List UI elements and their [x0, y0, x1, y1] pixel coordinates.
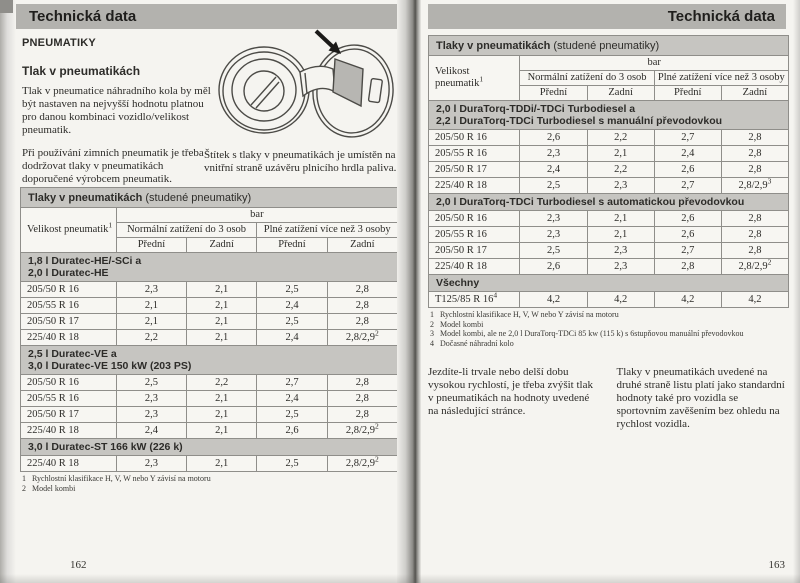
- pressure-value-cell: 2,5: [257, 282, 327, 298]
- pressure-value-cell: 2,8: [327, 314, 397, 330]
- tire-size-row: [429, 243, 789, 259]
- pressure-value-cell: 2,3: [116, 391, 186, 407]
- pressure-value-cell: 2,7: [257, 375, 327, 391]
- pressure-value-cell: 2,1: [587, 227, 654, 243]
- tire-size-cell: 205/50 R 16: [21, 282, 117, 298]
- pressure-value-cell: 2,8: [721, 130, 788, 146]
- table-footnotes: [20, 474, 398, 493]
- pressure-value-cell: 2,1: [187, 282, 257, 298]
- section-title: PNEUMATIKY: [22, 37, 96, 49]
- tire-size-row: [21, 456, 398, 472]
- tire-size-cell: 205/50 R 17: [429, 243, 520, 259]
- pressure-value-cell: 4,2: [520, 292, 587, 308]
- pressure-value-cell: 2,6: [257, 423, 327, 439]
- pressure-value-cell: 2,2: [116, 330, 186, 346]
- tire-size-row: [21, 391, 398, 407]
- engine-group-title: 3,0 l Duratec-ST 166 kW (226 k): [21, 439, 398, 456]
- pressure-value-cell: 2,5: [257, 456, 327, 472]
- table-footnotes: [428, 310, 789, 348]
- pressure-value-cell: 2,8: [327, 282, 397, 298]
- page-header-bar: [428, 4, 786, 29]
- tire-size-cell: 225/40 R 18: [429, 178, 520, 194]
- footnote-number: 1: [430, 310, 434, 319]
- pressure-value-cell: 2,8: [721, 227, 788, 243]
- tire-size-row: [21, 282, 398, 298]
- table-header-row: [21, 208, 398, 223]
- page-edge-shadow: [793, 0, 800, 583]
- pressure-value-cell: 2,1: [187, 456, 257, 472]
- column-header-axle: Přední: [116, 238, 186, 253]
- page-header-title: Technická data: [667, 8, 775, 25]
- column-header-unit: bar: [116, 208, 397, 223]
- scan-corner-mark: [0, 0, 13, 13]
- pressure-value-cell: 2,1: [116, 298, 186, 314]
- tire-size-row: [429, 162, 789, 178]
- pressure-value-cell: 2,3: [587, 178, 654, 194]
- pressure-value-cell: 2,8: [721, 162, 788, 178]
- tire-pressure-table-petrol: [20, 187, 398, 472]
- pressure-value-cell: 4,2: [587, 292, 654, 308]
- page-edge-shadow: [0, 0, 16, 583]
- tire-pressure-table-diesel: [428, 35, 789, 308]
- pressure-value-cell: 4,2: [721, 292, 788, 308]
- engine-group-title: 2,0 l DuraTorq-TDCi Turbodiesel s automatickou převodovkou: [429, 194, 789, 211]
- tire-size-row: [21, 298, 398, 314]
- column-header-load: Normální zatížení do 3 osob: [116, 223, 257, 238]
- pressure-value-cell: 2,4: [520, 162, 587, 178]
- column-header-load: Plné zatížení více než 3 osoby: [654, 71, 788, 86]
- table-caption: Tlaky v pneumatikách (studené pneumatiky): [429, 36, 789, 56]
- pressure-value-cell: 2,8: [721, 211, 788, 227]
- fuel-filler-cap-illustration: [212, 28, 396, 144]
- pressure-value-cell: 2,5: [520, 178, 587, 194]
- pressure-value-cell: 2,3: [587, 259, 654, 275]
- tire-size-cell: 225/40 R 18: [21, 330, 117, 346]
- tire-size-row: [21, 314, 398, 330]
- column-header-load: Plné zatížení více než 3 osoby: [257, 223, 398, 238]
- pressure-value-cell: 2,1: [587, 146, 654, 162]
- footnote-text: Model kombi, ale ne 2,0 l DuraTorq-TDCi 85 kw (115 k) s 6stupňovou manuální převodovkou: [440, 329, 744, 338]
- pressure-value-cell: 2,7: [654, 243, 721, 259]
- footnote: [20, 474, 398, 484]
- tire-size-row: [429, 227, 789, 243]
- pressure-value-cell: 2,2: [587, 130, 654, 146]
- pressure-value-cell: 2,2: [587, 162, 654, 178]
- footnote-text: Model kombi: [32, 483, 76, 493]
- engine-group-row: [429, 194, 789, 211]
- page-edge-shadow: [0, 574, 800, 583]
- tire-size-row: [21, 375, 398, 391]
- footnote-number: 4: [430, 338, 434, 348]
- tire-size-cell: 205/50 R 16: [21, 375, 117, 391]
- pressure-value-cell: 2,4: [257, 298, 327, 314]
- pressure-value-cell: 2,1: [587, 211, 654, 227]
- tire-size-row: [429, 259, 789, 275]
- body-paragraph: Tlak v pneumatice náhradního kola by měl být nastaven na nejvyšší hodnotu platnou pro danou kombinaci vozidlo/velikost pneumatik.: [22, 85, 211, 136]
- tire-size-row: [429, 146, 789, 162]
- pressure-value-cell: 2,5: [520, 243, 587, 259]
- column-header-axle: Přední: [654, 86, 721, 101]
- footnote-number: 2: [430, 319, 434, 329]
- tire-size-cell: T125/85 R $16^4$: [429, 292, 520, 308]
- pressure-value-cell: 2,1: [187, 407, 257, 423]
- left-text-column: [22, 37, 212, 196]
- footnote: [20, 484, 398, 494]
- filler-cap-icon: [219, 47, 309, 133]
- tire-size-row: [21, 407, 398, 423]
- left-table-block: [20, 187, 398, 493]
- column-header-axle: Přední: [520, 86, 587, 101]
- table-caption-row: [429, 36, 789, 56]
- pressure-value-cell: 2,3: [520, 146, 587, 162]
- pressure-value-cell: 2,8: [327, 375, 397, 391]
- column-header-size: Velikost pneumatik$^1$: [429, 56, 520, 101]
- pressure-value-cell: 2,8: [327, 407, 397, 423]
- footnote-number: 1: [22, 474, 26, 483]
- pressure-value-cell: 2,1: [187, 423, 257, 439]
- pressure-value-cell: 2,3: [116, 407, 186, 423]
- pressure-value-cell: 2,6: [654, 227, 721, 243]
- tire-size-cell: 205/50 R 16: [429, 211, 520, 227]
- tire-size-cell: 205/50 R 16: [429, 130, 520, 146]
- subsection-title: Tlak v pneumatikách: [22, 64, 141, 78]
- tire-size-row: [429, 211, 789, 227]
- pressure-value-cell: 2,7: [654, 178, 721, 194]
- figure-caption: Štítek s tlaky v pneumatikách je umístěn na vnitřní straně uzávěru plnicího hrdla paliva.: [204, 149, 397, 174]
- engine-group-title: 1,8 l Duratec-HE/-SCi a 2,0 l Duratec-HE: [21, 253, 398, 282]
- pressure-value-cell: 2,6: [654, 211, 721, 227]
- footnote-number: 3: [430, 329, 434, 338]
- table-caption: Tlaky v pneumatikách (studené pneumatiky): [21, 188, 398, 208]
- tire-size-row: [429, 130, 789, 146]
- column-header-axle: Zadní: [721, 86, 788, 101]
- pressure-value-cell: 2,3: [520, 227, 587, 243]
- page-number: 162: [70, 559, 87, 571]
- pressure-value-cell: 2,8: [654, 259, 721, 275]
- body-paragraph: Jezdíte-li trvale nebo delší dobu vysokou rychlostí, je třeba zvýšit tlak v pneumatikách na hodnoty uvedené na následující stránce.: [428, 366, 593, 417]
- arrow-icon: [316, 31, 341, 54]
- pressure-value-cell: 2,8: [327, 298, 397, 314]
- pressure-value-cell: 2,6: [520, 259, 587, 275]
- pressure-value-cell: 2,4: [116, 423, 186, 439]
- pressure-value-cell: 2,8: [327, 391, 397, 407]
- column-header-axle: Přední: [257, 238, 327, 253]
- book-spine-shadow: [397, 0, 421, 583]
- tire-size-cell: 205/55 R 16: [21, 298, 117, 314]
- pressure-value-cell: 2,1: [187, 391, 257, 407]
- pressure-value-cell: 2,4: [257, 391, 327, 407]
- pressure-value-cell: 2,4: [654, 146, 721, 162]
- column-header-unit: bar: [520, 56, 789, 71]
- tire-size-cell: 205/50 R 17: [21, 314, 117, 330]
- pressure-value-cell: 2,3: [116, 282, 186, 298]
- engine-group-title: 2,5 l Duratec-VE a 3,0 l Duratec-VE 150 kW (203 PS): [21, 346, 398, 375]
- pressure-value-cell: 2,4: [257, 330, 327, 346]
- pressure-value-cell: 2,5: [257, 407, 327, 423]
- tire-size-row: [21, 423, 398, 439]
- pressure-value-cell: 2,8: [721, 146, 788, 162]
- right-table-block: [428, 35, 789, 431]
- pressure-value-cell: 2,1: [187, 314, 257, 330]
- footnote-text: Rychlostní klasifikace H, V, W nebo Y závisí na motoru: [32, 474, 211, 483]
- tire-size-row: [429, 292, 789, 308]
- tire-size-cell: 205/55 R 16: [429, 146, 520, 162]
- pressure-value-cell: $2,8/2,9^2$: [327, 423, 397, 439]
- tire-size-cell: 225/40 R 18: [21, 456, 117, 472]
- pressure-value-cell: 2,3: [520, 211, 587, 227]
- table-header-row: [429, 56, 789, 71]
- pressure-value-cell: 2,6: [654, 162, 721, 178]
- pressure-value-cell: 2,2: [187, 375, 257, 391]
- footnote: [428, 339, 789, 349]
- tire-size-row: [21, 330, 398, 346]
- footnote: [428, 320, 789, 330]
- tire-size-cell: 225/40 R 18: [21, 423, 117, 439]
- body-paragraph: Tlaky v pneumatikách uvedené na druhé straně listu platí jako standardní hodnoty také pro vozidla se sportovním zavěšením bez ohledu na rychlost vozidla.: [616, 366, 785, 430]
- column-header-axle: Zadní: [587, 86, 654, 101]
- engine-group-row: [21, 253, 398, 282]
- page-number: 163: [768, 559, 785, 571]
- pressure-value-cell: 2,6: [520, 130, 587, 146]
- footnote-number: 2: [22, 483, 26, 493]
- pressure-value-cell: 2,1: [116, 314, 186, 330]
- pressure-label: [333, 59, 363, 106]
- footnote-text: Rychlostní klasifikace H, V, W nebo Y závisí na motoru: [440, 310, 619, 319]
- pressure-value-cell: 2,3: [116, 456, 186, 472]
- footnote: [428, 310, 789, 320]
- engine-group-row: [21, 439, 398, 456]
- footnote: [428, 329, 789, 339]
- column-header-size: Velikost pneumatik$^1$: [21, 208, 117, 253]
- table-caption-row: [21, 188, 398, 208]
- tire-size-cell: 205/55 R 16: [429, 227, 520, 243]
- pressure-value-cell: 2,1: [187, 330, 257, 346]
- page-right: [420, 0, 800, 583]
- tire-size-cell: 225/40 R 18: [429, 259, 520, 275]
- pressure-value-cell: 2,8: [721, 243, 788, 259]
- pressure-value-cell: 2,1: [187, 298, 257, 314]
- pressure-value-cell: $2,8/2,9^2$: [327, 330, 397, 346]
- page-header-title: Technická data: [29, 8, 137, 25]
- tire-size-cell: 205/50 R 17: [429, 162, 520, 178]
- pressure-value-cell: 2,5: [116, 375, 186, 391]
- body-paragraph: Při používání zimních pneumatik je třeba dodržovat tlaky v pneumatikách doporučené výrobcem pneumatik.: [22, 147, 204, 185]
- pressure-value-cell: 4,2: [654, 292, 721, 308]
- engine-group-title: 2,0 l DuraTorq-TDDi/-TDCi Turbodiesel a 2,2 l DuraTorq-TDCi Turbodiesel s manuální převodovkou: [429, 101, 789, 130]
- engine-group-row: [429, 101, 789, 130]
- bottom-paragraphs: [428, 366, 789, 431]
- engine-group-title: Všechny: [429, 275, 789, 292]
- tire-size-cell: 205/55 R 16: [21, 391, 117, 407]
- page-header-bar: [16, 4, 400, 29]
- column-header-axle: Zadní: [187, 238, 257, 253]
- pressure-value-cell: $2,8/2,9^2$: [721, 259, 788, 275]
- engine-group-row: [429, 275, 789, 292]
- pressure-value-cell: 2,5: [257, 314, 327, 330]
- pressure-value-cell: 2,3: [587, 243, 654, 259]
- pressure-value-cell: $2,8/2,9^2$: [327, 456, 397, 472]
- tire-size-row: [429, 178, 789, 194]
- footnote-text: Dočasné náhradní kolo: [440, 338, 514, 348]
- pressure-value-cell: 2,7: [654, 130, 721, 146]
- column-header-load: Normální zatížení do 3 osob: [520, 71, 654, 86]
- column-header-axle: Zadní: [327, 238, 397, 253]
- engine-group-row: [21, 346, 398, 375]
- footnote-text: Model kombi: [440, 319, 484, 329]
- pressure-value-cell: $2,8/2,9^3$: [721, 178, 788, 194]
- tire-size-cell: 205/50 R 17: [21, 407, 117, 423]
